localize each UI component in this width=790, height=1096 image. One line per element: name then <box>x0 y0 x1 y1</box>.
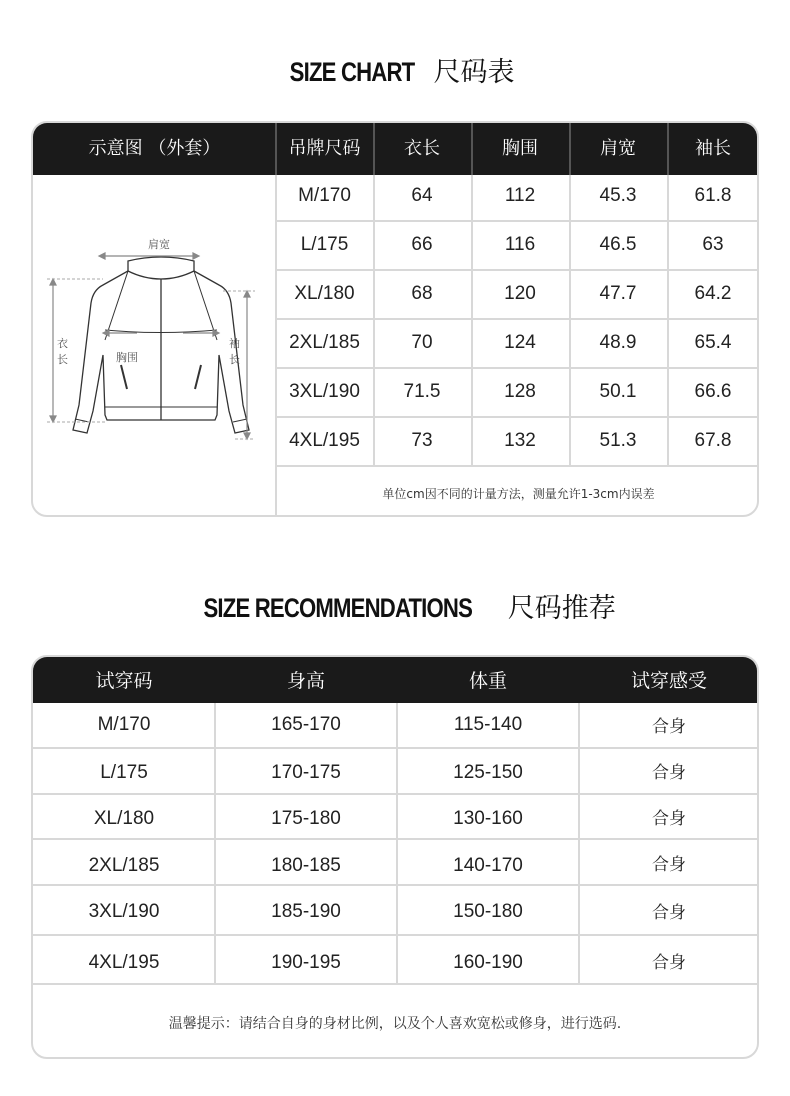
chart-cell: L/175 <box>300 234 349 255</box>
size-chart-title-en: SIZE CHART <box>289 57 414 87</box>
chart-cell: 4XL/195 <box>289 430 360 451</box>
chart-cell: 68 <box>411 283 433 304</box>
measurement-note: 单位cm因不同的计量方法，测量允许1-3cm内误差 <box>382 487 655 501</box>
length-label-top: 衣 <box>57 337 68 350</box>
chart-cell: 116 <box>504 234 536 255</box>
size-recommendations-table <box>31 655 759 1059</box>
chart-cell: 64 <box>411 185 433 206</box>
header-shoulder: 肩宽 <box>600 138 636 159</box>
chart-cell: 128 <box>504 381 536 402</box>
recommend-cell: 130-160 <box>453 808 523 829</box>
recommend-cell: 合身 <box>652 809 686 829</box>
header-try-size: 试穿码 <box>95 670 153 692</box>
recommend-cell: 合身 <box>652 855 686 875</box>
chart-cell: 51.3 <box>599 430 637 451</box>
recommend-cell: 175-180 <box>271 808 341 829</box>
fit-tip: 温馨提示：请结合自身的身材比例，以及个人喜欢宽松或修身，进行选码. <box>168 1016 622 1032</box>
chart-cell: 73 <box>411 430 433 451</box>
chart-cell: 47.7 <box>599 283 637 304</box>
chart-cell: 64.2 <box>694 283 732 304</box>
recommend-cell: 140-170 <box>453 855 523 876</box>
recommend-cell: 4XL/195 <box>88 952 160 973</box>
recommend-cell: 合身 <box>652 717 686 737</box>
chart-cell: 70 <box>411 332 433 353</box>
jacket-illustration <box>33 175 276 517</box>
chart-cell: 46.5 <box>599 234 637 255</box>
chart-cell: 3XL/190 <box>289 381 360 402</box>
header-sleeve: 袖长 <box>695 138 731 159</box>
recommend-cell: 180-185 <box>271 855 341 876</box>
chest-label: 胸围 <box>116 351 138 364</box>
chart-cell: XL/180 <box>294 283 355 304</box>
size-recommendations-title-zh: 尺码推荐 <box>507 593 616 624</box>
recommend-cell: M/170 <box>97 714 151 735</box>
sleeve-label-top: 袖 <box>229 337 240 350</box>
recommend-cell: 合身 <box>652 953 686 973</box>
header-length: 衣长 <box>404 138 440 159</box>
chart-cell: 112 <box>504 185 536 206</box>
jacket-diagram <box>33 175 276 517</box>
recommend-cell: 3XL/190 <box>88 901 160 922</box>
recommend-cell: 115-140 <box>453 714 523 735</box>
size-recommendations-title <box>0 586 790 625</box>
header-weight: 体重 <box>468 670 507 692</box>
chart-cell: 45.3 <box>599 185 637 206</box>
chart-cell: 50.1 <box>599 381 637 402</box>
recommend-cell: 合身 <box>652 903 686 923</box>
recommend-cell: 165-170 <box>271 714 341 735</box>
chart-cell: M/170 <box>298 185 351 206</box>
header-fit: 试穿感受 <box>630 670 707 692</box>
size-chart-title-zh: 尺码表 <box>433 57 515 88</box>
chart-cell: 124 <box>504 332 536 353</box>
length-label-bottom: 长 <box>57 353 68 366</box>
chart-cell: 61.8 <box>694 185 732 206</box>
chart-cell: 66 <box>411 234 433 255</box>
chart-cell: 66.6 <box>694 381 732 402</box>
recommend-cell: 170-175 <box>271 762 341 783</box>
recommend-header <box>33 657 757 703</box>
recommend-cell: 2XL/185 <box>88 855 160 876</box>
chart-cell: 71.5 <box>403 381 441 402</box>
header-height: 身高 <box>286 670 325 692</box>
size-chart-header <box>33 123 757 175</box>
recommend-cell: 合身 <box>652 763 686 783</box>
size-chart-title <box>0 50 790 89</box>
size-recommendations-title-en: SIZE RECOMMENDATIONS <box>203 593 473 623</box>
recommend-cell: XL/180 <box>93 808 155 829</box>
chart-cell: 63 <box>702 234 724 255</box>
recommend-cell: 125-150 <box>453 762 523 783</box>
recommend-cell: L/175 <box>100 762 148 783</box>
sleeve-label-bottom: 长 <box>229 353 240 366</box>
size-chart-table <box>31 121 759 517</box>
header-tag-size: 吊牌尺码 <box>288 138 361 159</box>
chart-cell: 67.8 <box>694 430 732 451</box>
shoulder-label: 肩宽 <box>148 238 170 251</box>
chart-cell: 2XL/185 <box>289 332 360 353</box>
chart-cell: 48.9 <box>599 332 637 353</box>
chart-cell: 132 <box>504 430 536 451</box>
recommend-cell: 185-190 <box>271 901 341 922</box>
header-chest: 胸围 <box>502 138 538 159</box>
recommend-cell: 150-180 <box>453 901 523 922</box>
chart-cell: 65.4 <box>694 332 732 353</box>
recommend-cell: 160-190 <box>453 952 523 973</box>
header-diagram: 示意图 （外套） <box>88 138 221 159</box>
recommend-cell: 190-195 <box>271 952 341 973</box>
chart-cell: 120 <box>504 283 536 304</box>
